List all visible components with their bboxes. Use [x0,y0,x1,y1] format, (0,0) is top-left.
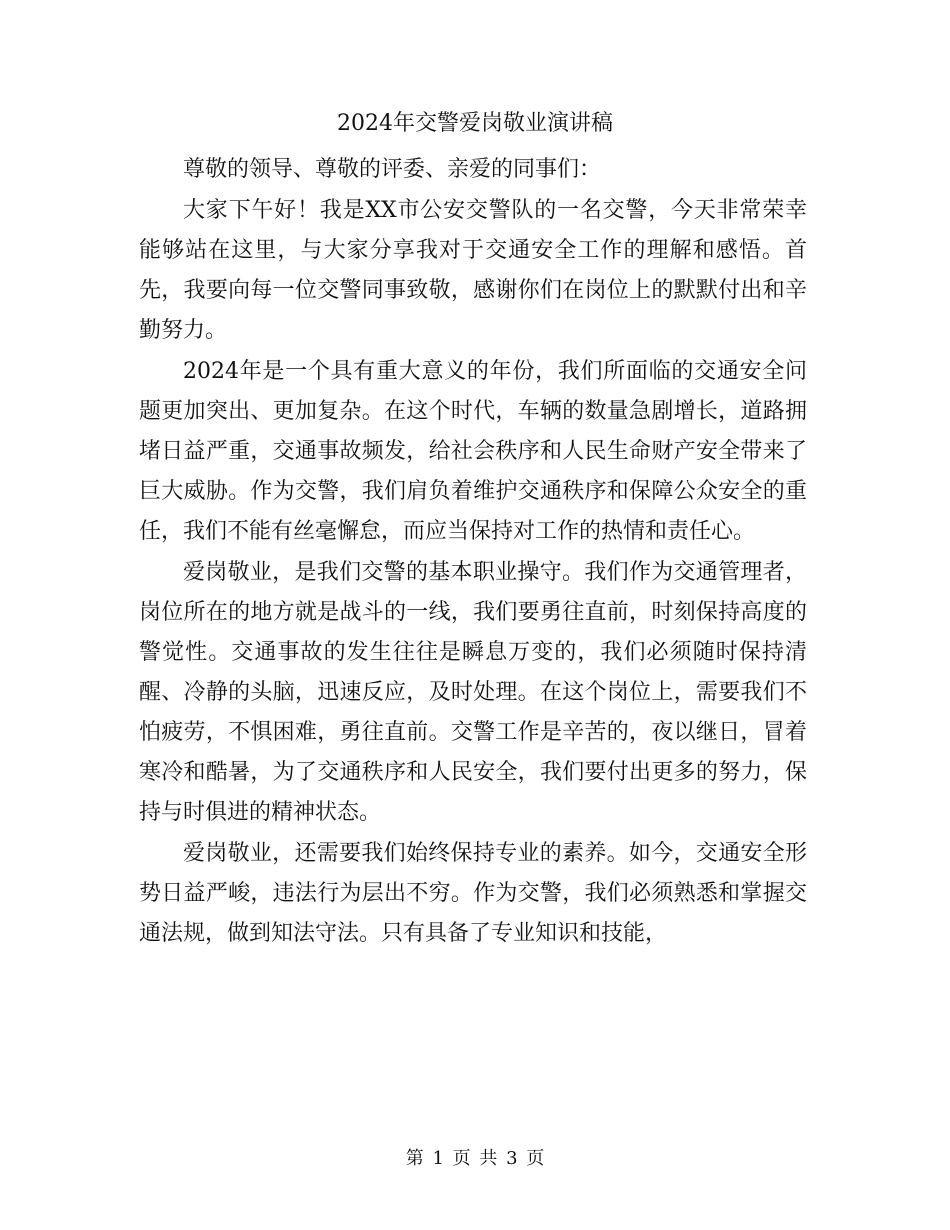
paragraph-3: 爱岗敬业，是我们交警的基本职业操守。我们作为交通管理者，岗位所在的地方就是战斗的一线，我们要勇往直前，时刻保持高度的警觉性。交通事故的发生往往是瞬息万变的，我们必须随时保持清醒、冷静的头脑，迅速反应，及时处理。在这个岗位上，需要我们不怕疲劳，不惧困难，勇往直前。交警工作是辛苦的，夜以继日，冒着寒冷和酷暑，为了交通秩序和人民安全，我们要付出更多的努力，保持与时俱进的精神状态。 [139,560,807,825]
paragraph-1: 大家下午好！我是XX市公安交警队的一名交警，今天非常荣幸能够站在这里，与大家分享我对于交通安全工作的理解和感悟。首先，我要向每一位交警同事致敬，感谢你们在岗位上的默默付出和辛勤努力。 [139,198,807,343]
document-body [139,150,807,954]
paragraph-4: 爱岗敬业，还需要我们始终保持专业的素养。如今，交通安全形势日益严峻，违法行为层出不穷。作为交警，我们必须熟悉和掌握交通法规，做到知法守法。只有具备了专业知识和技能， [139,841,807,946]
paragraph-2: 2024年是一个具有重大意义的年份，我们所面临的交通安全问题更加突出、更加复杂。在这个时代，车辆的数量急剧增长，道路拥堵日益严重，交通事故频发，给社会秩序和人民生命财产安全带来了巨大威胁。作为交警，我们肩负着维护交通秩序和保障公众安全的重任，我们不能有丝毫懈怠，而应当保持对工作的热情和责任心。 [139,359,807,544]
page-footer: 第 1 页 共 3 页 [405,1148,545,1169]
document-title: 2024年交警爱岗敬业演讲稿 [337,111,613,136]
salutation: 尊敬的领导、尊敬的评委、亲爱的同事们： [183,157,602,182]
